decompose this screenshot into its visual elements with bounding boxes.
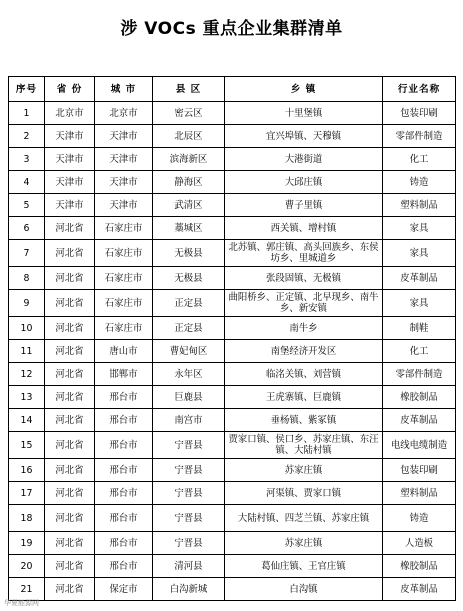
cell-no: 19: [9, 532, 45, 555]
cell-town: 临洺关镇、刘营镇: [225, 363, 383, 386]
cell-industry: 化工: [383, 340, 456, 363]
cell-no: 9: [9, 290, 45, 317]
cell-no: 11: [9, 340, 45, 363]
header-no: 序号: [9, 77, 45, 102]
cell-industry: 塑料制品: [383, 482, 456, 505]
cell-no: 21: [9, 578, 45, 601]
cell-province: 河北省: [45, 482, 95, 505]
cell-city: 邢台市: [95, 532, 153, 555]
cell-county: 正定县: [153, 290, 225, 317]
table-row: [9, 102, 456, 125]
cell-no: 1: [9, 102, 45, 125]
page-title: 涉 VOCs 重点企业集群清单: [120, 19, 343, 39]
cell-city: 石家庄市: [95, 240, 153, 267]
cell-industry: 橡胶制品: [383, 555, 456, 578]
cell-city: 天津市: [95, 125, 153, 148]
cell-no: 4: [9, 171, 45, 194]
cell-province: 天津市: [45, 194, 95, 217]
cell-province: 河北省: [45, 267, 95, 290]
cell-city: 石家庄市: [95, 217, 153, 240]
cell-province: 河北省: [45, 290, 95, 317]
cell-town: 南堡经济开发区: [225, 340, 383, 363]
cell-county: 密云区: [153, 102, 225, 125]
cell-province: 河北省: [45, 340, 95, 363]
cell-province: 河北省: [45, 217, 95, 240]
cell-industry: 橡胶制品: [383, 386, 456, 409]
cell-county: 无极县: [153, 240, 225, 267]
table-row: [9, 532, 456, 555]
table-row: [9, 459, 456, 482]
cell-no: 20: [9, 555, 45, 578]
header-province: 省 份: [45, 77, 95, 102]
cell-city: 保定市: [95, 578, 153, 601]
cell-industry: 皮革制品: [383, 267, 456, 290]
cell-industry: 皮革制品: [383, 409, 456, 432]
cell-town: 河渠镇、贾家口镇: [225, 482, 383, 505]
cell-province: 河北省: [45, 459, 95, 482]
cell-industry: 家具: [383, 290, 456, 317]
cell-town: 曹子里镇: [225, 194, 383, 217]
table-row: [9, 505, 456, 532]
cell-no: 12: [9, 363, 45, 386]
cell-town: 南牛乡: [225, 317, 383, 340]
cell-city: 唐山市: [95, 340, 153, 363]
cell-no: 13: [9, 386, 45, 409]
table-row: [9, 340, 456, 363]
cell-city: 邢台市: [95, 459, 153, 482]
table-row: [9, 363, 456, 386]
cell-county: 宁晋县: [153, 432, 225, 459]
cell-county: 滨海新区: [153, 148, 225, 171]
cell-province: 河北省: [45, 432, 95, 459]
cell-county: 藁城区: [153, 217, 225, 240]
table-header-row: [9, 77, 456, 102]
table-row: [9, 386, 456, 409]
cell-county: 宁晋县: [153, 482, 225, 505]
cell-town: 苏家庄镇: [225, 532, 383, 555]
cell-city: 石家庄市: [95, 290, 153, 317]
cell-no: 14: [9, 409, 45, 432]
watermark-text: 华夏能源网: [4, 599, 39, 607]
cell-town: 北苏镇、郭庄镇、高头回族乡、东侯坊乡、里城道乡: [225, 240, 383, 267]
cell-city: 天津市: [95, 194, 153, 217]
table-row: [9, 240, 456, 267]
cell-industry: 零部件制造: [383, 125, 456, 148]
cell-province: 河北省: [45, 578, 95, 601]
cell-city: 邢台市: [95, 482, 153, 505]
cell-province: 天津市: [45, 125, 95, 148]
cell-county: 宁晋县: [153, 459, 225, 482]
cell-no: 5: [9, 194, 45, 217]
table-row: [9, 267, 456, 290]
cell-county: 清河县: [153, 555, 225, 578]
cell-no: 3: [9, 148, 45, 171]
cell-province: 河北省: [45, 409, 95, 432]
cell-industry: 家具: [383, 217, 456, 240]
cell-city: 邢台市: [95, 409, 153, 432]
cell-industry: 皮革制品: [383, 578, 456, 601]
table-row: [9, 290, 456, 317]
cell-county: 巨鹿县: [153, 386, 225, 409]
cell-town: 白沟镇: [225, 578, 383, 601]
table-row: [9, 194, 456, 217]
cell-county: 南宫市: [153, 409, 225, 432]
cell-county: 曹妃甸区: [153, 340, 225, 363]
cell-town: 西关镇、增村镇: [225, 217, 383, 240]
cell-no: 17: [9, 482, 45, 505]
cell-no: 16: [9, 459, 45, 482]
cell-province: 河北省: [45, 505, 95, 532]
cell-town: 王虎寨镇、巨鹿镇: [225, 386, 383, 409]
cell-no: 2: [9, 125, 45, 148]
cell-industry: 化工: [383, 148, 456, 171]
cell-county: 白沟新城: [153, 578, 225, 601]
table-row: [9, 171, 456, 194]
cell-city: 邢台市: [95, 555, 153, 578]
cell-county: 宁晋县: [153, 532, 225, 555]
cell-town: 大陆村镇、四芝兰镇、苏家庄镇: [225, 505, 383, 532]
cell-town: 葛仙庄镇、王官庄镇: [225, 555, 383, 578]
cell-industry: 塑料制品: [383, 194, 456, 217]
cell-county: 北辰区: [153, 125, 225, 148]
cell-city: 天津市: [95, 148, 153, 171]
cell-county: 正定县: [153, 317, 225, 340]
cell-city: 石家庄市: [95, 317, 153, 340]
cell-industry: 铸造: [383, 171, 456, 194]
cell-town: 张段固镇、无极镇: [225, 267, 383, 290]
cell-industry: 零部件制造: [383, 363, 456, 386]
cell-province: 天津市: [45, 148, 95, 171]
cell-no: 15: [9, 432, 45, 459]
cell-province: 河北省: [45, 386, 95, 409]
cell-province: 天津市: [45, 171, 95, 194]
cell-province: 河北省: [45, 555, 95, 578]
cell-town: 十里堡镇: [225, 102, 383, 125]
cell-city: 邯郸市: [95, 363, 153, 386]
cell-county: 静海区: [153, 171, 225, 194]
cell-province: 河北省: [45, 317, 95, 340]
cell-province: 北京市: [45, 102, 95, 125]
table-row: [9, 409, 456, 432]
header-county: 县 区: [153, 77, 225, 102]
cell-city: 石家庄市: [95, 267, 153, 290]
cell-town: 大港街道: [225, 148, 383, 171]
header-town: 乡 镇: [225, 77, 383, 102]
table-row: [9, 432, 456, 459]
cell-county: 武清区: [153, 194, 225, 217]
cell-industry: 制鞋: [383, 317, 456, 340]
cell-city: 邢台市: [95, 432, 153, 459]
cell-no: 8: [9, 267, 45, 290]
cell-province: 河北省: [45, 363, 95, 386]
cell-industry: 家具: [383, 240, 456, 267]
cell-no: 10: [9, 317, 45, 340]
cell-industry: 包装印刷: [383, 102, 456, 125]
table-row: [9, 578, 456, 601]
cell-no: 6: [9, 217, 45, 240]
cell-town: 曲阳桥乡、正定镇、北早现乡、南牛乡、新安镇: [225, 290, 383, 317]
table-row: [9, 482, 456, 505]
cell-industry: 人造板: [383, 532, 456, 555]
cell-industry: 铸造: [383, 505, 456, 532]
cell-industry: 包装印刷: [383, 459, 456, 482]
cell-no: 18: [9, 505, 45, 532]
header-industry: 行业名称: [383, 77, 456, 102]
cell-city: 北京市: [95, 102, 153, 125]
table-row: [9, 125, 456, 148]
cell-province: 河北省: [45, 240, 95, 267]
cluster-table: [8, 76, 456, 601]
cell-town: 大邱庄镇: [225, 171, 383, 194]
cell-city: 邢台市: [95, 386, 153, 409]
table-row: [9, 148, 456, 171]
cell-county: 无极县: [153, 267, 225, 290]
cell-industry: 电线电缆制造: [383, 432, 456, 459]
cell-no: 7: [9, 240, 45, 267]
cell-town: 垂杨镇、紫冢镇: [225, 409, 383, 432]
table-row: [9, 555, 456, 578]
cell-county: 永年区: [153, 363, 225, 386]
cell-city: 天津市: [95, 171, 153, 194]
cell-town: 宜兴埠镇、天穆镇: [225, 125, 383, 148]
cell-town: 苏家庄镇: [225, 459, 383, 482]
cell-province: 河北省: [45, 532, 95, 555]
table-row: [9, 217, 456, 240]
cell-city: 邢台市: [95, 505, 153, 532]
cell-town: 贾家口镇、侯口乡、苏家庄镇、东汪镇、大陆村镇: [225, 432, 383, 459]
table-row: [9, 317, 456, 340]
cell-county: 宁晋县: [153, 505, 225, 532]
header-city: 城 市: [95, 77, 153, 102]
